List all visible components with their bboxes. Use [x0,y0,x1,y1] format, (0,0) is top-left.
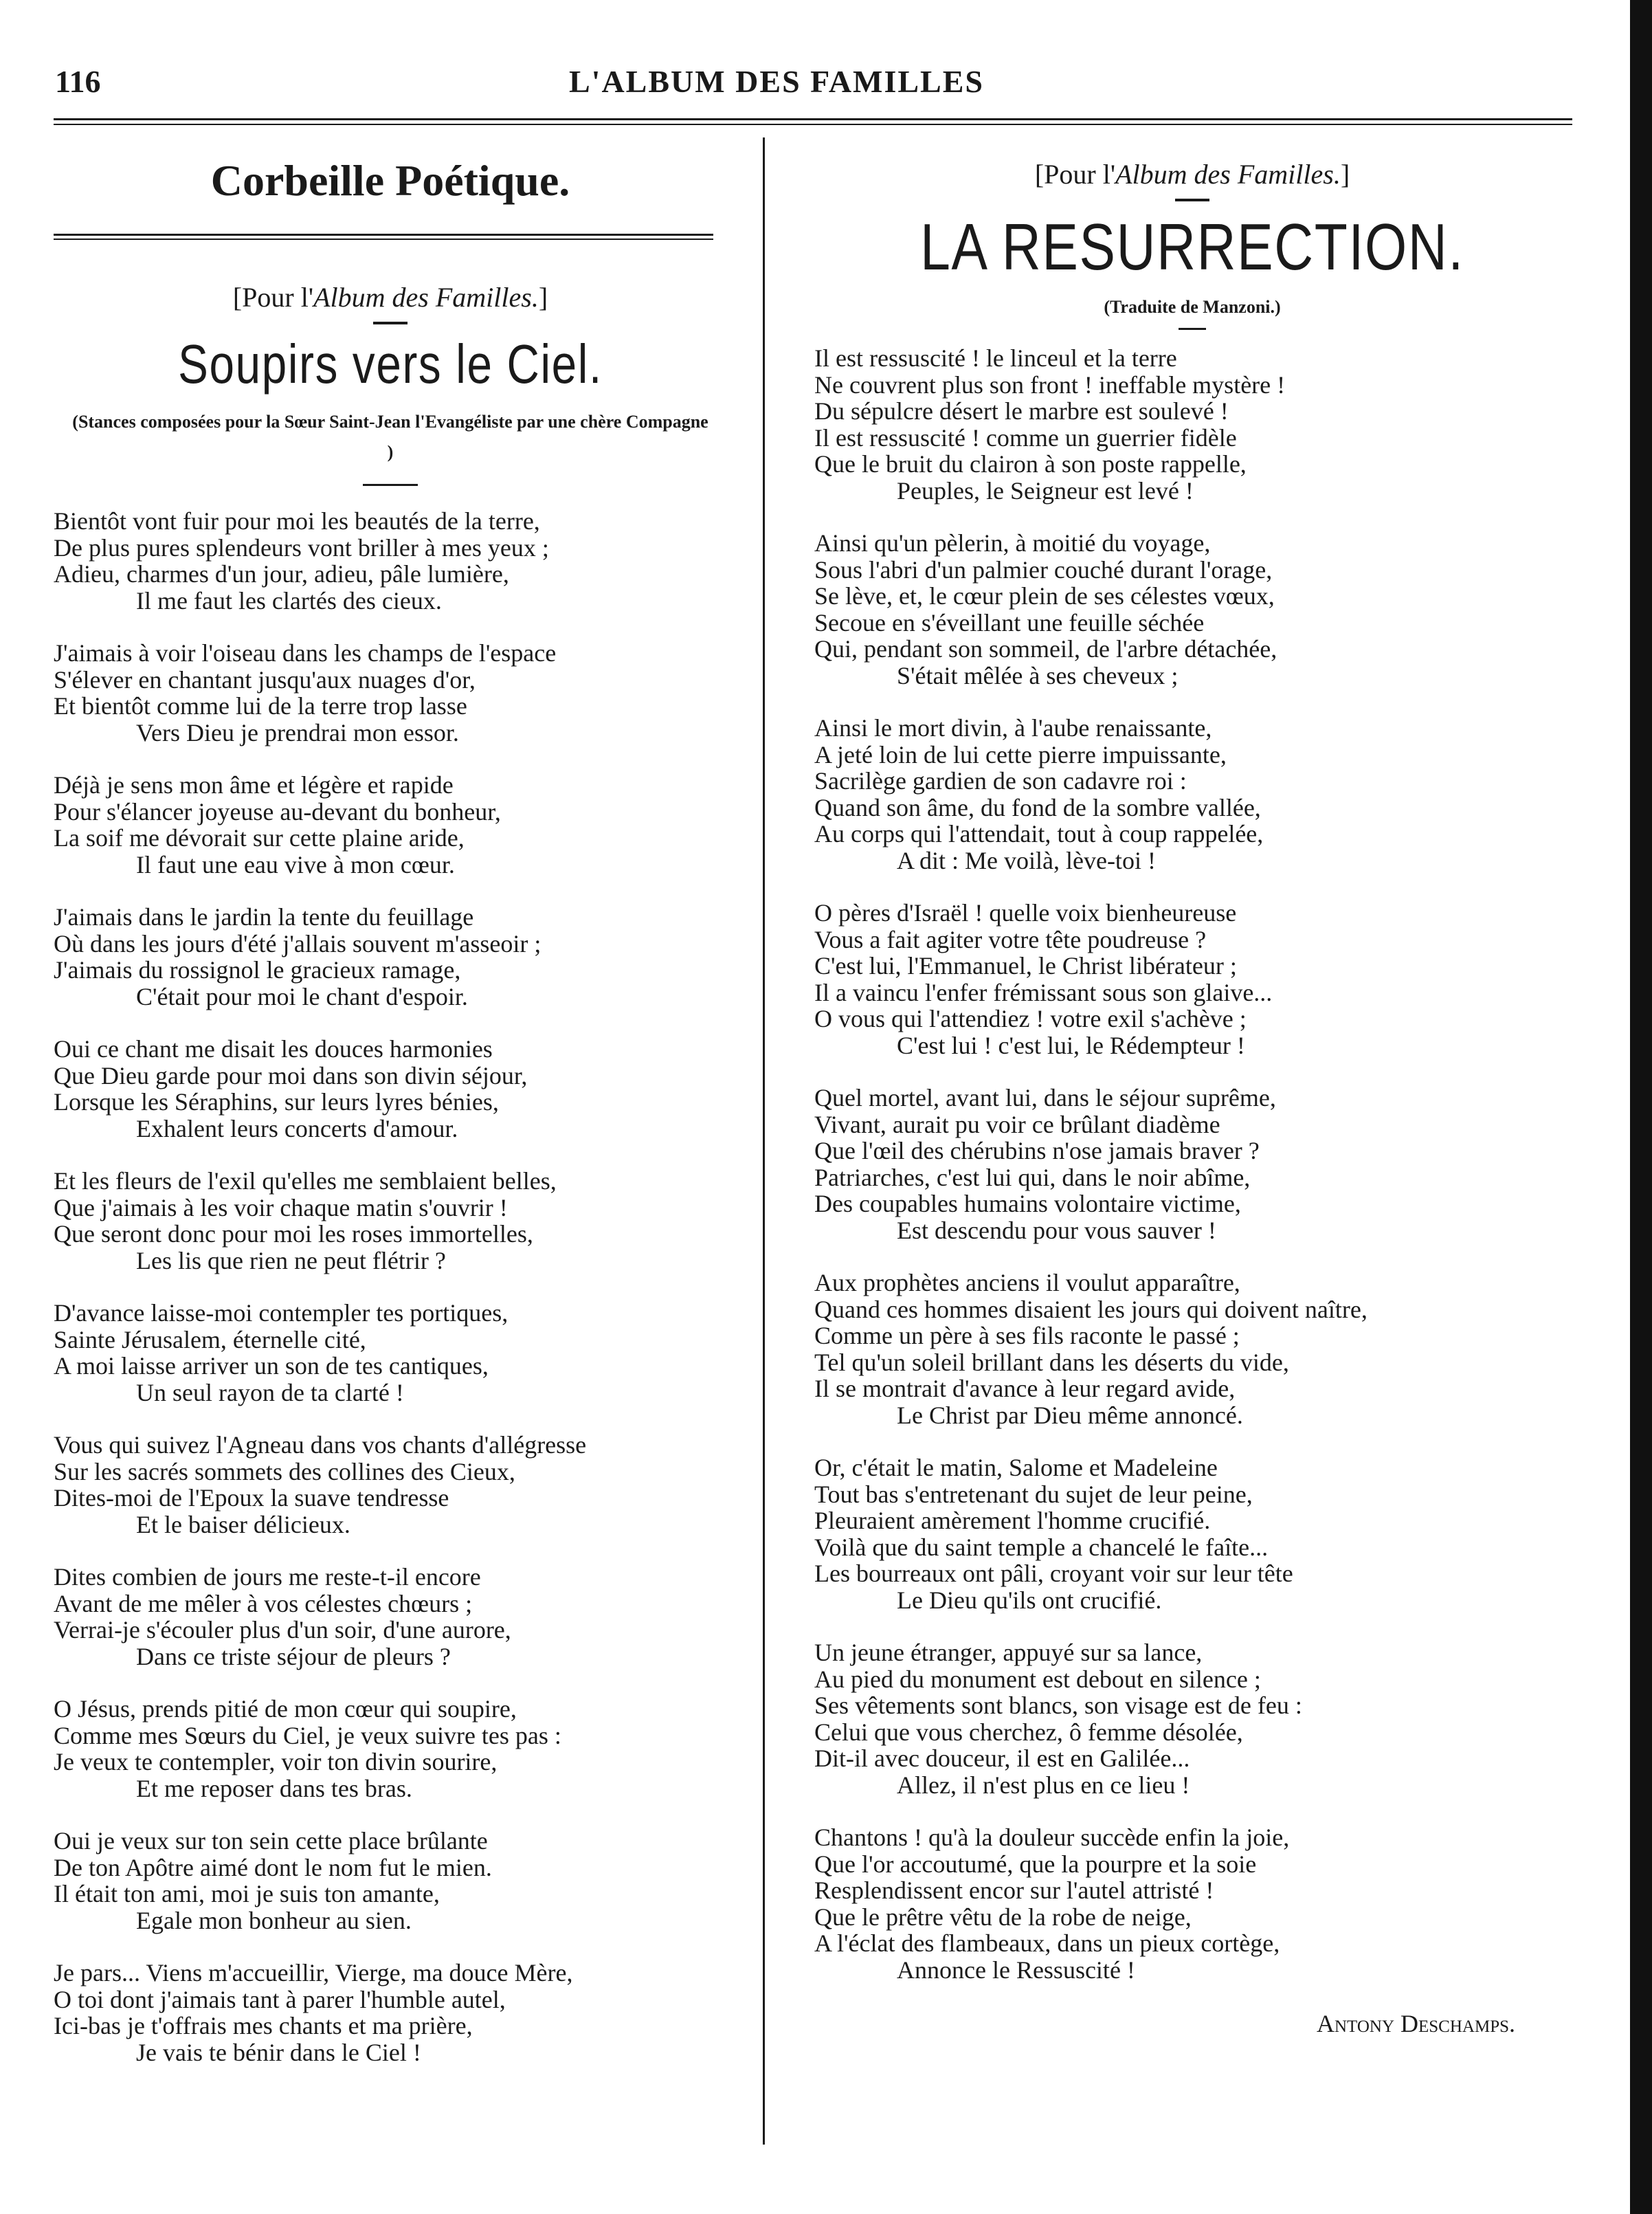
stanza [814,1824,1570,1983]
verse-line: Que Dieu garde pour moi dans son divin séjour, [54,1061,528,1089]
verse-line: Annonce le Ressuscité ! [897,1956,1135,1984]
verse-line: Un seul rayon de ta clarté ! [136,1378,404,1406]
verse-line: Pour s'élancer joyeuse au-devant du bonheur, [54,797,501,826]
verse-line: Vers Dieu je prendrai mon essor. [136,718,459,746]
verse-line: Comme un père à ses fils raconte le passé ; [814,1322,1240,1349]
verse-line: Aux prophètes anciens il voulut apparaître, [814,1269,1240,1296]
header-rule-bottom [54,124,1572,125]
page-number: 116 [55,64,101,99]
verse-line: Lorsque les Séraphins, sur leurs lyres bénies, [54,1088,499,1116]
verse-line: La soif me dévorait sur cette plaine aride, [54,824,465,852]
verse-line: O Jésus, prends pitié de mon cœur qui soupire, [54,1695,517,1723]
for-album-note: [Pour l'Album des Familles.] [1034,159,1350,190]
verse-line: Chantons ! qu'à la douleur succède enfin la joie, [814,1824,1290,1851]
stanza [54,1960,727,2066]
verse-line: Je vais te bénir dans le Ciel ! [136,2038,421,2066]
page-edge-shadow [1630,0,1652,2214]
stanza [54,508,727,614]
verse-line: Qui, pendant son sommeil, de l'arbre détachée, [814,635,1277,663]
verse-line: Quand ces hommes disaient les jours qui doivent naître, [814,1295,1368,1323]
verse-line: Pleuraient amèrement l'homme crucifié. [814,1507,1211,1534]
verse-line: C'est lui, l'Emmanuel, le Christ libérateur ; [814,952,1237,979]
verse-line: Tout bas s'entretenant du sujet de leur peine, [814,1480,1253,1508]
verse-line: Voilà que du saint temple a chancelé le faîte... [814,1533,1269,1561]
verse-line: D'avance laisse-moi contempler tes portiques, [54,1299,509,1327]
stanza [814,345,1570,504]
column-divider [763,137,765,2145]
verse-line: A moi laisse arriver un son de tes cantiques, [54,1352,489,1380]
section-title-rule [54,234,713,236]
verse-line: De ton Apôtre aimé dont le nom fut le mien. [54,1853,492,1881]
verse-line: Tel qu'un soleil brillant dans les déserts du vide, [814,1348,1289,1376]
verse-line: O pères d'Israël ! quelle voix bienheureuse [814,899,1237,927]
poem-subtitle: (Stances composées pour la Sœur Saint-Jean l'Evangéliste par une chère Compagne ) [72,412,708,462]
verse-line: Il faut une eau vive à mon cœur. [136,850,455,878]
verse-line: Il est ressuscité ! comme un guerrier fidèle [814,423,1237,452]
verse-line: Je pars... Viens m'accueillir, Vierge, ma douce Mère, [54,1959,573,1986]
poem-body [54,508,727,2066]
verse-line: Et me reposer dans tes bras. [136,1774,412,1802]
verse-line: C'était pour moi le chant d'espoir. [136,982,468,1010]
verse-line: Sacrilège gardien de son cadavre roi : [814,767,1187,795]
verse-line: Au corps qui l'attendait, tout à coup rappelée, [814,820,1264,848]
title-dash [1175,199,1209,201]
verse-line: J'aimais du rossignol le gracieux ramage, [54,956,461,984]
stanza [54,1432,727,1538]
verse-line: J'aimais dans le jardin la tente du feuillage [54,903,474,931]
left-column [54,131,727,2092]
verse-line: Je veux te contempler, voir ton divin sourire, [54,1748,498,1775]
verse-line: Il a vaincu l'enfer frémissant sous son glaive... [814,978,1273,1006]
right-column [814,158,1570,2038]
verse-line: Oui ce chant me disait les douces harmonies [54,1035,493,1063]
stanza [814,1639,1570,1798]
verse-line: Il se montrait d'avance à leur regard avide, [814,1375,1236,1402]
poem-body [814,345,1570,1983]
verse-line: Et le baiser délicieux. [136,1510,350,1538]
verse-line: Les lis que rien ne peut flétrir ? [136,1246,446,1274]
verse-line: Les bourreaux ont pâli, croyant voir sur leur tête [814,1560,1293,1587]
verse-line: Que le bruit du clairon à son poste rappelle, [814,450,1247,478]
verse-line: Des coupables humains volontaire victime, [814,1190,1241,1217]
verse-line: J'aimais à voir l'oiseau dans les champs de l'espace [54,639,557,667]
verse-line: A dit : Me voilà, lève-toi ! [897,846,1156,874]
verse-line: Au pied du monument est debout en silence ; [814,1665,1261,1693]
poem-title: LA RESURRECTION. [920,210,1464,284]
header-rule-top [54,118,1572,120]
verse-line: Où dans les jours d'été j'allais souvent m'asseoir ; [54,929,542,957]
verse-line: Dites-moi de l'Epoux la suave tendresse [54,1484,449,1512]
verse-line: Patriarches, c'est lui qui, dans le noir abîme, [814,1163,1251,1191]
verse-line: Que le prêtre vêtu de la robe de neige, [814,1903,1192,1931]
stanza [54,1564,727,1670]
stanza [814,530,1570,689]
verse-line: Il était ton ami, moi je suis ton amante, [54,1880,440,1907]
verse-line: Sous l'abri d'un palmier couché durant l'orage, [814,555,1273,584]
verse-line: Du sépulcre désert le marbre est soulevé ! [814,397,1229,425]
verse-line: Se lève, et, le cœur plein de ses célestes vœux, [814,582,1275,610]
verse-line: Est descendu pour vous sauver ! [897,1216,1216,1244]
running-title: L'ALBUM DES FAMILLES [568,64,985,99]
verse-line: Quand son âme, du fond de la sombre vallée, [814,793,1261,821]
verse-line: Dans ce triste séjour de pleurs ? [136,1642,451,1670]
verse-line: Ne couvrent plus son front ! ineffable mystère ! [814,370,1286,399]
verse-line: C'est lui ! c'est lui, le Rédempteur ! [897,1031,1245,1059]
subtitle-dash [1179,328,1206,330]
stanza [814,1270,1570,1428]
verse-line: Il est ressuscité ! le linceul et la terre [814,344,1177,372]
verse-line: Exhalent leurs concerts d'amour. [136,1114,458,1142]
verse-line: De plus pures splendeurs vont briller à mes yeux ; [54,533,549,562]
verse-line: Ainsi qu'un pèlerin, à moitié du voyage, [814,529,1211,557]
verse-line: Bientôt vont fuir pour moi les beautés de la terre, [54,507,540,535]
verse-line: Le Dieu qu'ils ont crucifié. [897,1586,1162,1614]
verse-line: Que l'œil des chérubins n'ose jamais braver ? [814,1137,1260,1164]
verse-line: Vous qui suivez l'Agneau dans vos chants d'allégresse [54,1431,587,1459]
poem-title: Soupirs vers le Ciel. [178,333,603,395]
verse-line: Le Christ par Dieu même annoncé. [897,1401,1243,1429]
verse-line: Verrai-je s'écouler plus d'un soir, d'une aurore, [54,1616,511,1643]
verse-line: Que l'or accoutumé, que la pourpre et la soie [814,1850,1257,1878]
verse-line: Ses vêtements sont blancs, son visage est de feu : [814,1692,1302,1719]
verse-line: Sainte Jérusalem, éternelle cité, [54,1325,366,1353]
verse-line: Secoue en s'éveillant une feuille séchée [814,608,1205,636]
verse-line: Que j'aimais à les voir chaque matin s'ouvrir ! [54,1193,508,1221]
stanza [54,1036,727,1142]
section-title: Corbeille Poétique. [210,156,570,205]
stanza [54,904,727,1010]
verse-line: S'élever en chantant jusqu'aux nuages d'or, [54,665,476,694]
verse-line: Resplendissent encor sur l'autel attristé ! [814,1877,1214,1904]
verse-line: Vous a fait agiter votre tête poudreuse ? [814,925,1207,953]
verse-line: Quel mortel, avant lui, dans le séjour suprême, [814,1084,1276,1111]
verse-line: Il me faut les clartés des cieux. [136,586,442,615]
title-dash [373,322,408,324]
verse-line: Oui je veux sur ton sein cette place brûlante [54,1827,488,1855]
verse-line: Avant de me mêler à vos célestes chœurs ; [54,1589,473,1617]
stanza [54,1696,727,1802]
stanza [54,1828,727,1934]
verse-line: Allez, il n'est plus en ce lieu ! [897,1771,1190,1799]
stanza [814,1454,1570,1613]
verse-line: S'était mêlée à ses cheveux ; [897,661,1179,689]
verse-line: Egale mon bonheur au sien. [136,1906,412,1934]
verse-line: Ici-bas je t'offrais mes chants et ma prière, [54,2012,473,2039]
verse-line: Adieu, charmes d'un jour, adieu, pâle lumière, [54,560,509,588]
verse-line: A l'éclat des flambeaux, dans un pieux cortège, [814,1929,1280,1957]
verse-line: Et les fleurs de l'exil qu'elles me semblaient belles, [54,1167,557,1195]
verse-line: Peuples, le Seigneur est levé ! [897,476,1194,505]
section-title-rule-2 [54,239,713,240]
verse-line: Or, c'était le matin, Salome et Madeleine [814,1454,1218,1481]
stanza [54,1168,727,1274]
author-signature: Antony Deschamps. [1316,2010,1515,2037]
stanza [54,1300,727,1406]
stanza [814,900,1570,1059]
verse-line: Sur les sacrés sommets des collines des Cieux, [54,1457,515,1485]
poem-subtitle: (Traduite de Manzoni.) [1104,297,1281,317]
verse-line: Et bientôt comme lui de la terre trop lasse [54,692,467,720]
for-album-note: [Pour l'Album des Familles.] [232,282,548,313]
verse-line: Que seront donc pour moi les roses immortelles, [54,1220,533,1248]
verse-line: O vous qui l'attendiez ! votre exil s'achève ; [814,1005,1247,1032]
stanza [54,772,727,878]
verse-line: Dites combien de jours me reste-t-il encore [54,1563,481,1591]
verse-line: Dit-il avec douceur, il est en Galilée... [814,1745,1190,1772]
verse-line: Celui que vous cherchez, ô femme désolée, [814,1718,1243,1746]
stanza [814,1085,1570,1243]
stanza [54,640,727,746]
stanza [814,715,1570,874]
verse-line: Vivant, aurait pu voir ce brûlant diadème [814,1110,1220,1138]
verse-line: Déjà je sens mon âme et légère et rapide [54,771,454,799]
verse-line: Ainsi le mort divin, à l'aube renaissante, [814,714,1212,742]
subtitle-dash [363,484,418,486]
verse-line: O toi dont j'aimais tant à parer l'humble autel, [54,1985,506,2013]
verse-line: Comme mes Sœurs du Ciel, je veux suivre tes pas : [54,1721,561,1749]
verse-line: Un jeune étranger, appuyé sur sa lance, [814,1639,1203,1666]
verse-line: A jeté loin de lui cette pierre impuissante, [814,740,1227,768]
